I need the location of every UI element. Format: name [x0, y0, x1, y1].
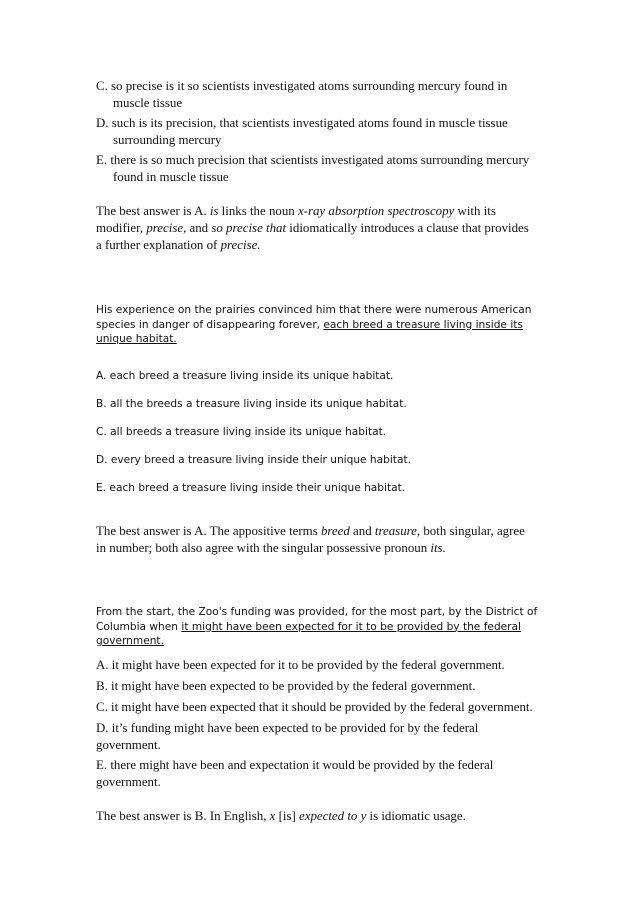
explanation-text: in number; both also agree with the singular possessive pronoun [96, 541, 431, 555]
explanation-text: is idiomatic usage. [366, 809, 466, 823]
question2-option-c: C. all breeds a treasure living inside its unique habitat. [96, 426, 387, 438]
question3-option-a: A. it might have been expected for it to be provided by the federal government. [96, 658, 505, 672]
explanation-text: The best answer is B. In English, [96, 809, 270, 823]
stem-text: His experience on the prairies convinced him that there were numerous American species in danger of disappearing forever, [96, 304, 532, 331]
question2-explanation [96, 523, 556, 557]
explanation-text: and [349, 524, 375, 538]
explanation-italic: x [269, 809, 276, 823]
question3-option-d: D. it’s funding might have been expected to be provided for by the federal government. [96, 721, 479, 752]
question3-stem [96, 605, 546, 649]
explanation-text: [is] [275, 809, 300, 823]
option-line: D. such is its precision, that scientists investigated atoms found in muscle tissue [96, 116, 508, 130]
question1-explanation [96, 203, 556, 254]
explanation-italic: precise, [146, 221, 187, 235]
stem-text: From the start, the Zoo's funding was provided, for the most part, by the District of Columbia when [96, 606, 538, 633]
explanation-text: The best answer is A. The appositive terms [96, 524, 321, 538]
explanation-italic: treasure [374, 524, 417, 538]
explanation-text: with its [454, 204, 496, 218]
explanation-text: idiomatically introduces a clause that provides [286, 221, 529, 235]
explanation-text: links the noun [218, 204, 298, 218]
explanation-italic: its. [430, 541, 446, 555]
question2-option-b: B. all the breeds a treasure living inside its unique habitat. [96, 398, 407, 410]
stem-underlined: each breed a treasure living inside its unique habitat. [96, 318, 523, 345]
question3-option-c: C. it might have been expected that it should be provided by the federal government. [96, 700, 533, 714]
question3-option-b: B. it might have been expected to be provided by the federal government. [96, 679, 476, 693]
explanation-italic: breed [320, 524, 350, 538]
explanation-text: , both singular, agree [416, 524, 525, 538]
explanation-italic: so precise that [211, 221, 287, 235]
question1-option-e [96, 152, 546, 186]
explanation-italic: x-ray absorption spectroscopy [297, 204, 455, 218]
stem-underlined: it might have been expected for it to be provided by the federal government. [96, 620, 521, 647]
question2-option-a: A. each breed a treasure living inside its unique habitat. [96, 370, 394, 382]
option-line: muscle tissue [113, 96, 183, 110]
option-line: found in muscle tissue [113, 170, 229, 184]
explanation-text: a further explanation of [96, 238, 221, 252]
explanation-italic: is [209, 204, 219, 218]
question2-stem [96, 303, 546, 347]
explanation-text: The best answer is A. [96, 204, 210, 218]
question2-option-e: E. each breed a treasure living inside their unique habitat. [96, 482, 406, 494]
option-line: C. so precise is it so scientists investigated atoms surrounding mercury found in [96, 79, 508, 93]
option-line: surrounding mercury [113, 133, 222, 147]
question3-option-e: E. there might have been and expectation it would be provided by the federal government. [96, 758, 494, 789]
explanation-italic: precise. [220, 238, 261, 252]
explanation-text: modifier, [96, 221, 147, 235]
question1-option-d [96, 115, 546, 149]
question2-option-d: D. every breed a treasure living inside their unique habitat. [96, 454, 411, 466]
option-line: E. there is so much precision that scientists investigated atoms surrounding mercury [96, 153, 530, 167]
explanation-italic: expected to y [299, 809, 367, 823]
question1-option-c [96, 78, 546, 112]
explanation-text: and [186, 221, 212, 235]
question3-explanation [96, 808, 556, 825]
